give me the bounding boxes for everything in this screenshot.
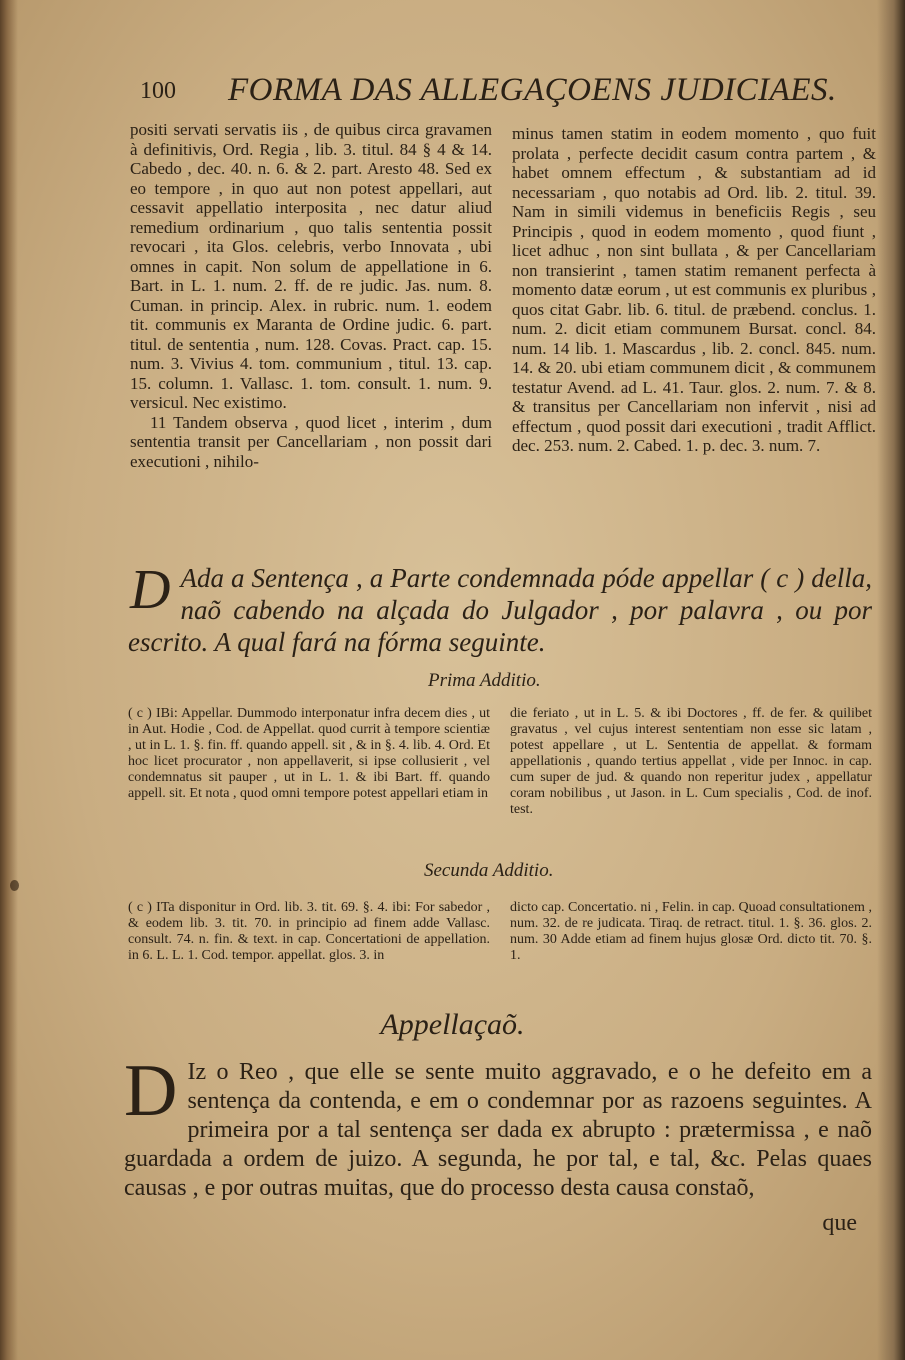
left-column-paragraph: positi servati servatis iis , de quibus circa gravamen à definitivis, Ord. Regia , lib. 3. titul. 84 § 4 & 14. Cabedo , dec. 40. n. 6. & 2. part. Aresto 48. Sed ex eo tempore , in quo aut non potest appellari, aut cessavit appellatio interposita , nec datur aliud remedium ordinarium , quo talis sententia possit revocari , ita Glos. celebris, verbo Innovata , ubi omnes in capit. Non solum de appellatione in 6. Bart. in L. 1. num. 2. ff. de re judic. Jas. num. 8. Cuman. in princip. Alex. in rubric. num. 1. eodem tit. communis ex Maranta de Ordine judic. 6. part. titul. de sententia , num. 128. Covas. Pract. cap. 15. num. 3. Vivius 4. tom. communium , titul. 13. cap. 15. column. 1. Vallasc. 1. tom. consult. 1. num. 9. versicul. Nec existimo. [130,120,492,412]
first-addition-right: die feriato , ut in L. 5. & ibi Doctores , ff. de fer. & quilibet gravatus , vel cujus interest sententiam non esse sic latam , potest appellare , ut L. Sententia de appellat. & formam appellationis , quando tertius appellat , vide per Innoc. in cap. cum super de jud. & quando non reperitur judex , appellatur coram nobilibus , ut Jason. in L. Cum specialis , Cod. de inof. test. [510,706,872,817]
catchword: que [822,1210,857,1236]
appellacao-body [124,1050,872,1203]
second-addition-heading: Secunda Additio. [424,860,554,881]
left-column-paragraph-11: 11 Tandem observa , quod licet , interim , dum sententia transit per Cancellariam , non possit dari executioni , nihilo- [130,412,492,471]
page-header [140,72,837,116]
first-addition-left: ( c ) IBi: Appellar. Dummodo interponatur infra decem dies , ut in Aut. Hodie , Cod. de Appellat. quod currit à tempore scientiæ , ut in L. 1. §. fin. ff. quando appell. sit , & in §. 4. lib. 4. Ord. Et hoc licet procurator , non appellaverit, si ipse collusierit , vel condemnatus sit pauper , ut in L. 1. & ibi Bart. ff. quando appell. sit. Et nota , quod omni tempore potest appellari etiam in [128,706,490,801]
main-paragraph [128,559,872,658]
main-paragraph-text: Ada a Sentença , a Parte condemnada póde appellar ( c ) della, naõ cabendo na alçada do Julgador , por palavra , ou por escrito. A qual fará na fórma seguinte. [128,563,872,657]
right-column-top [512,124,876,456]
appellacao-title: Appellaçaõ. [380,1008,525,1041]
ink-stain [10,880,19,891]
main-drop-cap: D [130,559,171,621]
page-number: 100 [140,78,176,104]
first-addition-heading: Prima Additio. [428,670,541,691]
appellacao-text: Iz o Reo , que elle se sente muito aggravado, e o he defeito em a sentença da contenda, e em o condemnar por as razoens seguintes. A primeira por a tal sentença ser dada ex abrupto : prætermissa , e naõ guardada a ordem de juizo. A segunda, he por tal, e tal, &c. Pelas quaes causas , e por outras muitas, que do processo desta causa constaõ, [124,1059,872,1201]
running-title: FORMA DAS ALLEGAÇOENS JUDICIAES. [228,72,837,108]
second-addition-left: ( c ) ITa disponitur in Ord. lib. 3. tit. 69. §. 4. ibi: For sabedor , & eodem lib. 3. tit. 70. in principio ad finem adde Vallasc. consult. 74. n. fin. & text. in cap. Concertationi de appellation. in 6. L. L. 1. Cod. tempor. appellat. glos. 3. in [128,900,490,963]
page-binding-edge [0,0,18,1360]
page-fore-edge [877,0,905,1360]
left-column-top [130,120,492,471]
second-addition-right: dicto cap. Concertatio. ni , Felin. in cap. Quoad consultationem , num. 32. de re judicata. Tiraq. de retract. titul. 1. §. 36. glos. 2. num. 30 Adde etiam ad finem hujus glosæ Ord. dicto tit. 70. §. 1. [510,900,872,963]
appellacao-drop-cap: D [124,1050,178,1132]
right-column-paragraph: minus tamen statim in eodem momento , quo fuit prolata , perfecte decidit casum contra partem , & habet omnem effectum , & substantiam ad id necessariam , quo notabis ad Ord. lib. 2. titul. 39. Nam in simili videmus in beneficiis Regis , seu Principis , quod in eodem momento , quod fiunt , licet adhuc , non sint bullata , & per Cancellariam non transierint , tamen statim remanent perfecta à momento datæ eorum , ut est communis ex pluribus , quos citat Gabr. lib. 6. titul. de præbend. conclus. 1. num. 2. dicit etiam communem Bursat. concl. 84. num. 14 lib. 1. Mascardus , lib. 2. concl. 845. num. 14. & 20. ubi etiam communem dicit , & communem testatur Avend. ad L. 41. Taur. glos. 2. num. 7. & 8. & transitus per Cancellariam non infervit , nisi ad effectum , quod possit dari executioni , tradit Afflict. dec. 253. num. 2. Cabed. 1. p. dec. 3. num. 7. [512,124,876,455]
